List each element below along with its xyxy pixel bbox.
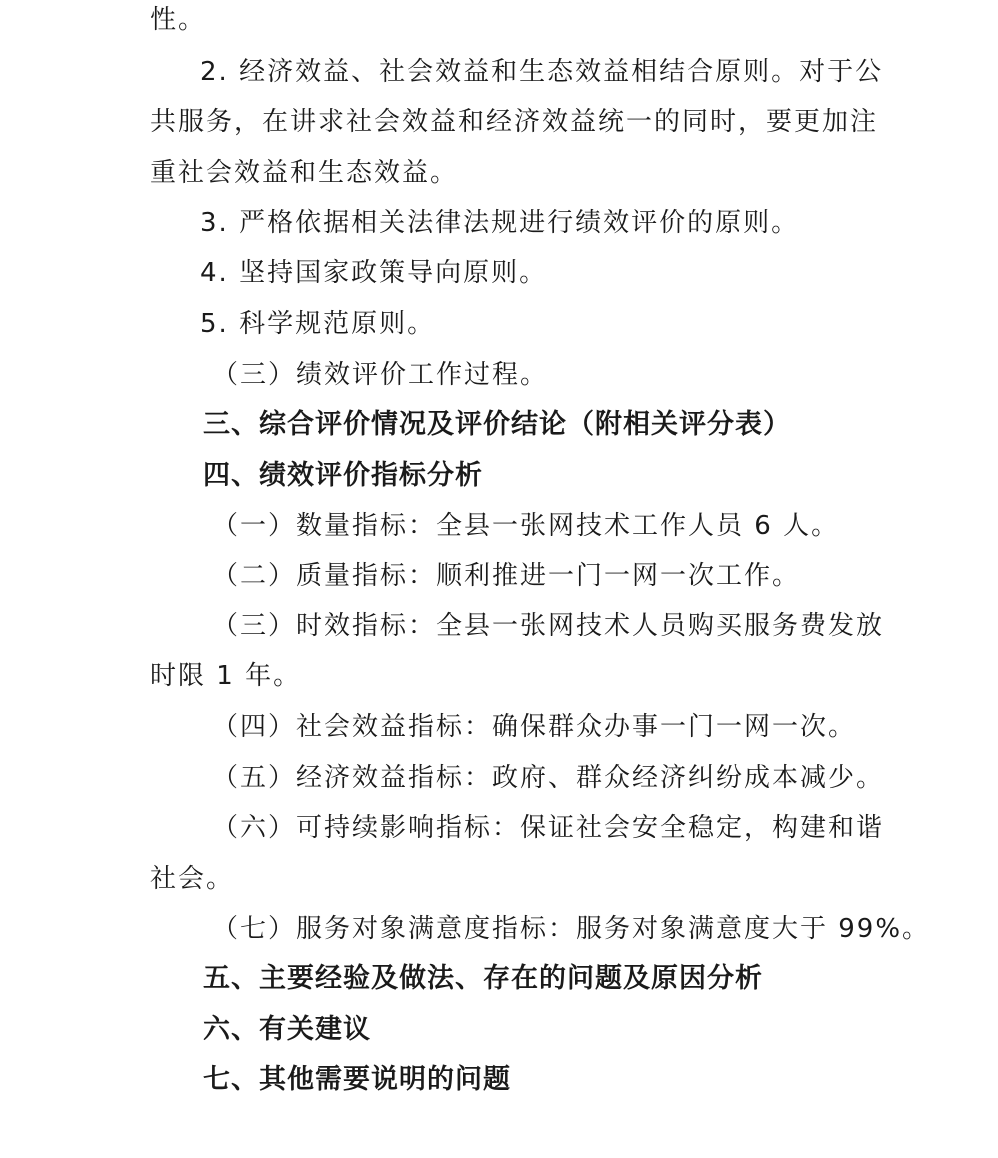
section-heading: 六、有关建议 [203, 1014, 371, 1045]
text-line: 5. 科学规范原则。 [200, 309, 436, 339]
section-heading: 三、综合评价情况及评价结论（附相关评分表） [203, 409, 791, 440]
text-line: 4. 坚持国家政策导向原则。 [200, 258, 548, 288]
text-line: 社会。 [150, 864, 235, 894]
section-heading: 四、绩效评价指标分析 [203, 460, 483, 491]
text-line: 2. 经济效益、社会效益和生态效益相结合原则。对于公 [200, 57, 884, 87]
text-line: （四）社会效益指标：确保群众办事一门一网一次。 [212, 712, 857, 742]
text-line: （五）经济效益指标：政府、群众经济纠纷成本减少。 [212, 763, 885, 793]
text-line: （七）服务对象满意度指标：服务对象满意度大于 99%。 [212, 914, 931, 944]
section-heading: 七、其他需要说明的问题 [203, 1064, 511, 1095]
text-line: （一）数量指标：全县一张网技术工作人员 6 人。 [212, 511, 840, 541]
text-line: 3. 严格依据相关法律法规进行绩效评价的原则。 [200, 208, 800, 238]
text-line: （三）时效指标：全县一张网技术人员购买服务费发放 [212, 611, 885, 641]
text-line: （二）质量指标：顺利推进一门一网一次工作。 [212, 561, 801, 591]
section-heading: 五、主要经验及做法、存在的问题及原因分析 [203, 963, 763, 994]
subheading: （三）绩效评价工作过程。 [212, 360, 549, 390]
text-line: （六）可持续影响指标：保证社会安全稳定，构建和谐 [212, 813, 885, 843]
text-line: 重社会效益和生态效益。 [150, 158, 459, 188]
text-line: 共服务，在讲求社会效益和经济效益统一的同时，要更加注 [150, 107, 879, 137]
text-line: 性。 [150, 5, 207, 35]
text-line: 时限 1 年。 [150, 661, 302, 691]
